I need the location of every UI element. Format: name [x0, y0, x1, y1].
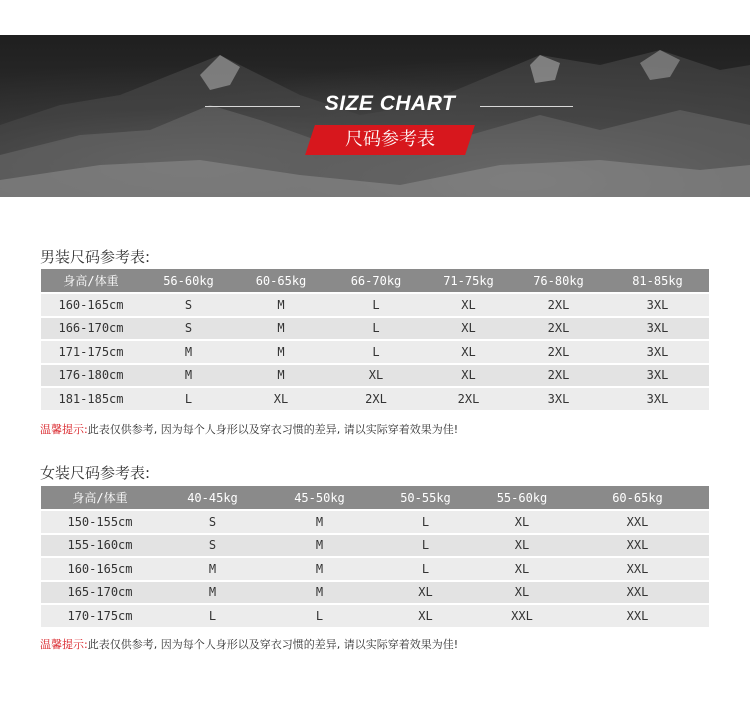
table-cell: S	[141, 294, 236, 316]
table-row	[41, 318, 709, 340]
table-cell: XL	[426, 341, 511, 363]
table-cell: 150-155cm	[41, 511, 159, 533]
header-cell: 81-85kg	[606, 269, 709, 292]
table-cell: M	[159, 582, 266, 604]
table-row	[41, 605, 709, 627]
table-cell: 3XL	[606, 294, 709, 316]
tip-text: 此表仅供参考, 因为每个人身形以及穿衣习惯的差异, 请以实际穿着效果为佳!	[87, 423, 459, 436]
table-row	[41, 388, 709, 410]
table-cell: M	[266, 558, 373, 580]
table-cell: XL	[373, 605, 478, 627]
table-cell: L	[326, 341, 426, 363]
table-cell: XXL	[566, 605, 709, 627]
table-cell: 2XL	[511, 341, 606, 363]
table-cell: 181-185cm	[41, 388, 141, 410]
table-cell: S	[159, 511, 266, 533]
men-size-tip	[40, 421, 458, 437]
banner-title: SIZE CHART	[324, 92, 456, 115]
header-cell: 身高/体重	[41, 269, 141, 292]
table-cell: L	[373, 558, 478, 580]
table-cell: S	[159, 535, 266, 557]
table-cell: XL	[426, 318, 511, 340]
banner-divider-right	[480, 106, 573, 107]
table-cell: 3XL	[606, 388, 709, 410]
table-cell: 3XL	[606, 341, 709, 363]
table-cell: 2XL	[511, 365, 606, 387]
table-cell: XL	[478, 582, 566, 604]
header-cell: 50-55kg	[373, 486, 478, 509]
table-row	[41, 294, 709, 316]
women-size-tip	[40, 636, 458, 652]
table-cell: S	[141, 318, 236, 340]
table-cell: 3XL	[606, 318, 709, 340]
table-cell: XL	[373, 582, 478, 604]
men-size-table	[41, 267, 709, 412]
mountain-background-image	[0, 35, 750, 197]
table-row	[41, 582, 709, 604]
table-cell: M	[236, 294, 326, 316]
table-cell: 171-175cm	[41, 341, 141, 363]
table-cell: M	[236, 318, 326, 340]
table-cell: 176-180cm	[41, 365, 141, 387]
table-cell: M	[159, 558, 266, 580]
table-cell: M	[266, 511, 373, 533]
table-cell: M	[266, 582, 373, 604]
header-cell: 40-45kg	[159, 486, 266, 509]
table-cell: XXL	[566, 582, 709, 604]
table-cell: L	[326, 318, 426, 340]
table-cell: 2XL	[426, 388, 511, 410]
table-cell: XL	[326, 365, 426, 387]
table-cell: XXL	[566, 535, 709, 557]
table-cell: XL	[478, 558, 566, 580]
table-row	[41, 511, 709, 533]
tip-label: 温馨提示:	[40, 638, 88, 651]
table-cell: 160-165cm	[41, 294, 141, 316]
table-row	[41, 558, 709, 580]
table-cell: 165-170cm	[41, 582, 159, 604]
table-cell: M	[236, 341, 326, 363]
table-header-row	[41, 486, 709, 509]
table-cell: XL	[236, 388, 326, 410]
header-cell: 56-60kg	[141, 269, 236, 292]
table-cell: 160-165cm	[41, 558, 159, 580]
table-cell: L	[326, 294, 426, 316]
table-cell: 3XL	[511, 388, 606, 410]
banner-subtitle: 尺码参考表	[345, 129, 435, 150]
header-cell: 71-75kg	[426, 269, 511, 292]
header-cell: 60-65kg	[566, 486, 709, 509]
table-cell: XXL	[478, 605, 566, 627]
table-row	[41, 365, 709, 387]
header-cell: 身高/体重	[41, 486, 159, 509]
table-cell: XXL	[566, 558, 709, 580]
table-cell: L	[373, 535, 478, 557]
banner-divider-left	[205, 106, 300, 107]
header-cell: 45-50kg	[266, 486, 373, 509]
table-row	[41, 341, 709, 363]
table-cell: L	[266, 605, 373, 627]
size-chart-banner	[0, 35, 750, 197]
header-cell: 55-60kg	[478, 486, 566, 509]
table-cell: M	[236, 365, 326, 387]
table-cell: XL	[426, 294, 511, 316]
table-cell: L	[159, 605, 266, 627]
header-cell: 60-65kg	[236, 269, 326, 292]
table-header-row	[41, 269, 709, 292]
table-cell: XL	[478, 535, 566, 557]
table-cell: 2XL	[511, 318, 606, 340]
table-cell: 155-160cm	[41, 535, 159, 557]
table-cell: M	[141, 341, 236, 363]
table-row	[41, 535, 709, 557]
table-cell: M	[141, 365, 236, 387]
table-cell: 170-175cm	[41, 605, 159, 627]
table-cell: M	[266, 535, 373, 557]
table-cell: 2XL	[511, 294, 606, 316]
table-cell: L	[141, 388, 236, 410]
table-cell: 3XL	[606, 365, 709, 387]
women-size-title: 女装尺码参考表:	[40, 464, 151, 482]
header-cell: 76-80kg	[511, 269, 606, 292]
tip-label: 温馨提示:	[40, 423, 88, 436]
tip-text: 此表仅供参考, 因为每个人身形以及穿衣习惯的差异, 请以实际穿着效果为佳!	[87, 638, 459, 651]
table-cell: L	[373, 511, 478, 533]
table-cell: 166-170cm	[41, 318, 141, 340]
table-cell: XL	[426, 365, 511, 387]
table-cell: 2XL	[326, 388, 426, 410]
women-size-table	[41, 484, 709, 629]
table-cell: XXL	[566, 511, 709, 533]
men-size-title: 男装尺码参考表:	[40, 248, 151, 266]
table-cell: XL	[478, 511, 566, 533]
header-cell: 66-70kg	[326, 269, 426, 292]
